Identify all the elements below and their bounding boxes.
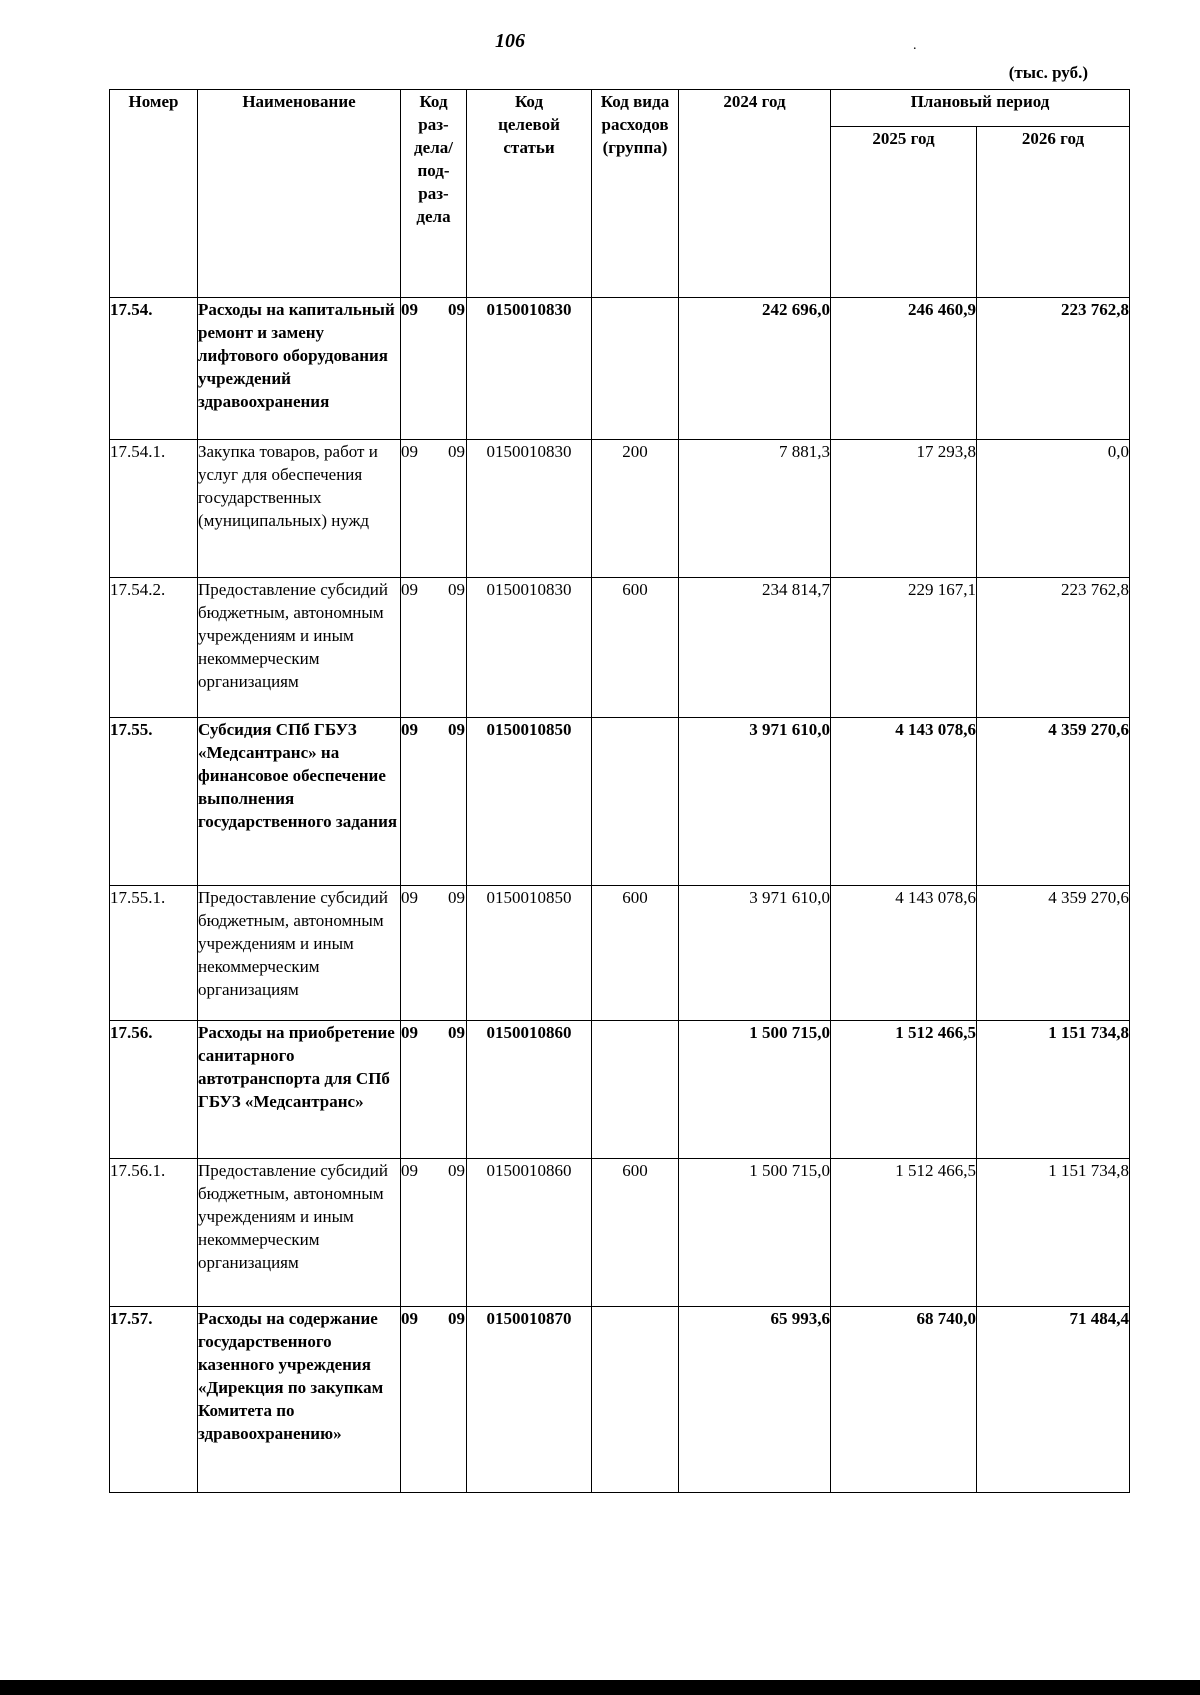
row-amount-2026: 1 151 734,8 [977, 1021, 1130, 1159]
row-amount-2024: 1 500 715,0 [679, 1159, 831, 1307]
row-amount-2024: 1 500 715,0 [679, 1021, 831, 1159]
table-row [110, 718, 1130, 886]
subsection-code: 09 [448, 888, 465, 907]
row-name: Предоставление субсидий бюджетным, автономным учреждениям и иным некоммерческим организациям [198, 886, 401, 1021]
row-number: 17.55. [110, 718, 198, 886]
table-row [110, 578, 1130, 718]
row-amount-2024: 3 971 610,0 [679, 718, 831, 886]
subsection-code: 09 [448, 720, 465, 739]
row-amount-2026: 4 359 270,6 [977, 886, 1130, 1021]
header-2025: 2025 год [831, 127, 977, 298]
row-target-code: 0150010830 [467, 578, 592, 718]
page-number: 106 [495, 30, 525, 52]
table-row [110, 440, 1130, 578]
section-code: 09 [401, 300, 418, 319]
row-section-code [401, 1307, 467, 1493]
row-section-code [401, 578, 467, 718]
header-2026: 2026 год [977, 127, 1130, 298]
header-target: Код целевой статьи [467, 90, 592, 298]
row-section-code [401, 886, 467, 1021]
header-row [110, 90, 1130, 127]
row-section-code [401, 718, 467, 886]
row-number: 17.56. [110, 1021, 198, 1159]
row-expense-type [592, 1021, 679, 1159]
row-section-code [401, 1159, 467, 1307]
row-name: Закупка товаров, работ и услуг для обеспечения государственных (муниципальных) нужд [198, 440, 401, 578]
row-amount-2026: 1 151 734,8 [977, 1159, 1130, 1307]
row-amount-2024: 234 814,7 [679, 578, 831, 718]
row-amount-2025: 1 512 466,5 [831, 1021, 977, 1159]
table-row [110, 1021, 1130, 1159]
section-code: 09 [401, 888, 418, 907]
row-number: 17.54. [110, 298, 198, 440]
units-label: (тыс. руб.) [1008, 63, 1088, 82]
row-name: Предоставление субсидий бюджетным, автономным учреждениям и иным некоммерческим организациям [198, 1159, 401, 1307]
section-code: 09 [401, 1023, 418, 1042]
row-target-code: 0150010850 [467, 886, 592, 1021]
header-name: Наименование [198, 90, 401, 298]
row-name: Расходы на содержание государственного казенного учреждения «Дирекция по закупкам Комитета по здравоохранению» [198, 1307, 401, 1493]
row-number: 17.56.1. [110, 1159, 198, 1307]
row-target-code: 0150010860 [467, 1021, 592, 1159]
row-target-code: 0150010860 [467, 1159, 592, 1307]
row-expense-type: 200 [592, 440, 679, 578]
row-name: Субсидия СПб ГБУЗ «Медсантранс» на финансовое обеспечение выполнения государственного задания [198, 718, 401, 886]
row-amount-2024: 242 696,0 [679, 298, 831, 440]
row-amount-2025: 229 167,1 [831, 578, 977, 718]
row-number: 17.57. [110, 1307, 198, 1493]
header-number: Номер [110, 90, 198, 298]
row-amount-2026: 223 762,8 [977, 298, 1130, 440]
row-expense-type: 600 [592, 1159, 679, 1307]
table-row [110, 1159, 1130, 1307]
row-amount-2025: 68 740,0 [831, 1307, 977, 1493]
header-section: Код раз-дела/ под-раз-дела [401, 90, 467, 298]
subsection-code: 09 [448, 1309, 465, 1328]
row-name: Предоставление субсидий бюджетным, автономным учреждениям и иным некоммерческим организациям [198, 578, 401, 718]
section-code: 09 [401, 720, 418, 739]
scan-dot: . [913, 38, 917, 53]
row-amount-2024: 3 971 610,0 [679, 886, 831, 1021]
row-name: Расходы на приобретение санитарного автотранспорта для СПб ГБУЗ «Медсантранс» [198, 1021, 401, 1159]
budget-table [109, 89, 1130, 1493]
section-code: 09 [401, 580, 418, 599]
row-number: 17.55.1. [110, 886, 198, 1021]
row-target-code: 0150010830 [467, 440, 592, 578]
header-expense-type: Код вида расходов (группа) [592, 90, 679, 298]
subsection-code: 09 [448, 442, 465, 461]
section-code: 09 [401, 1309, 418, 1328]
subsection-code: 09 [448, 300, 465, 319]
row-amount-2025: 1 512 466,5 [831, 1159, 977, 1307]
row-amount-2025: 246 460,9 [831, 298, 977, 440]
subsection-code: 09 [448, 580, 465, 599]
row-expense-type: 600 [592, 886, 679, 1021]
row-amount-2025: 17 293,8 [831, 440, 977, 578]
row-amount-2026: 223 762,8 [977, 578, 1130, 718]
row-target-code: 0150010870 [467, 1307, 592, 1493]
row-amount-2026: 4 359 270,6 [977, 718, 1130, 886]
row-target-code: 0150010850 [467, 718, 592, 886]
row-section-code [401, 440, 467, 578]
scan-edge-bar [0, 1680, 1200, 1695]
header-plan-period: Плановый период [831, 90, 1130, 127]
row-amount-2025: 4 143 078,6 [831, 718, 977, 886]
section-code: 09 [401, 442, 418, 461]
row-name: Расходы на капитальный ремонт и замену лифтового оборудования учреждений здравоохранения [198, 298, 401, 440]
row-target-code: 0150010830 [467, 298, 592, 440]
row-amount-2025: 4 143 078,6 [831, 886, 977, 1021]
table-row [110, 298, 1130, 440]
row-expense-type: 600 [592, 578, 679, 718]
subsection-code: 09 [448, 1023, 465, 1042]
row-expense-type [592, 298, 679, 440]
row-number: 17.54.2. [110, 578, 198, 718]
row-expense-type [592, 718, 679, 886]
row-amount-2026: 0,0 [977, 440, 1130, 578]
row-amount-2024: 7 881,3 [679, 440, 831, 578]
row-expense-type [592, 1307, 679, 1493]
header-2024: 2024 год [679, 90, 831, 298]
table-body [110, 298, 1130, 1493]
table-row [110, 886, 1130, 1021]
row-amount-2024: 65 993,6 [679, 1307, 831, 1493]
subsection-code: 09 [448, 1161, 465, 1180]
row-section-code [401, 298, 467, 440]
row-number: 17.54.1. [110, 440, 198, 578]
row-amount-2026: 71 484,4 [977, 1307, 1130, 1493]
row-section-code [401, 1021, 467, 1159]
table-row [110, 1307, 1130, 1493]
section-code: 09 [401, 1161, 418, 1180]
